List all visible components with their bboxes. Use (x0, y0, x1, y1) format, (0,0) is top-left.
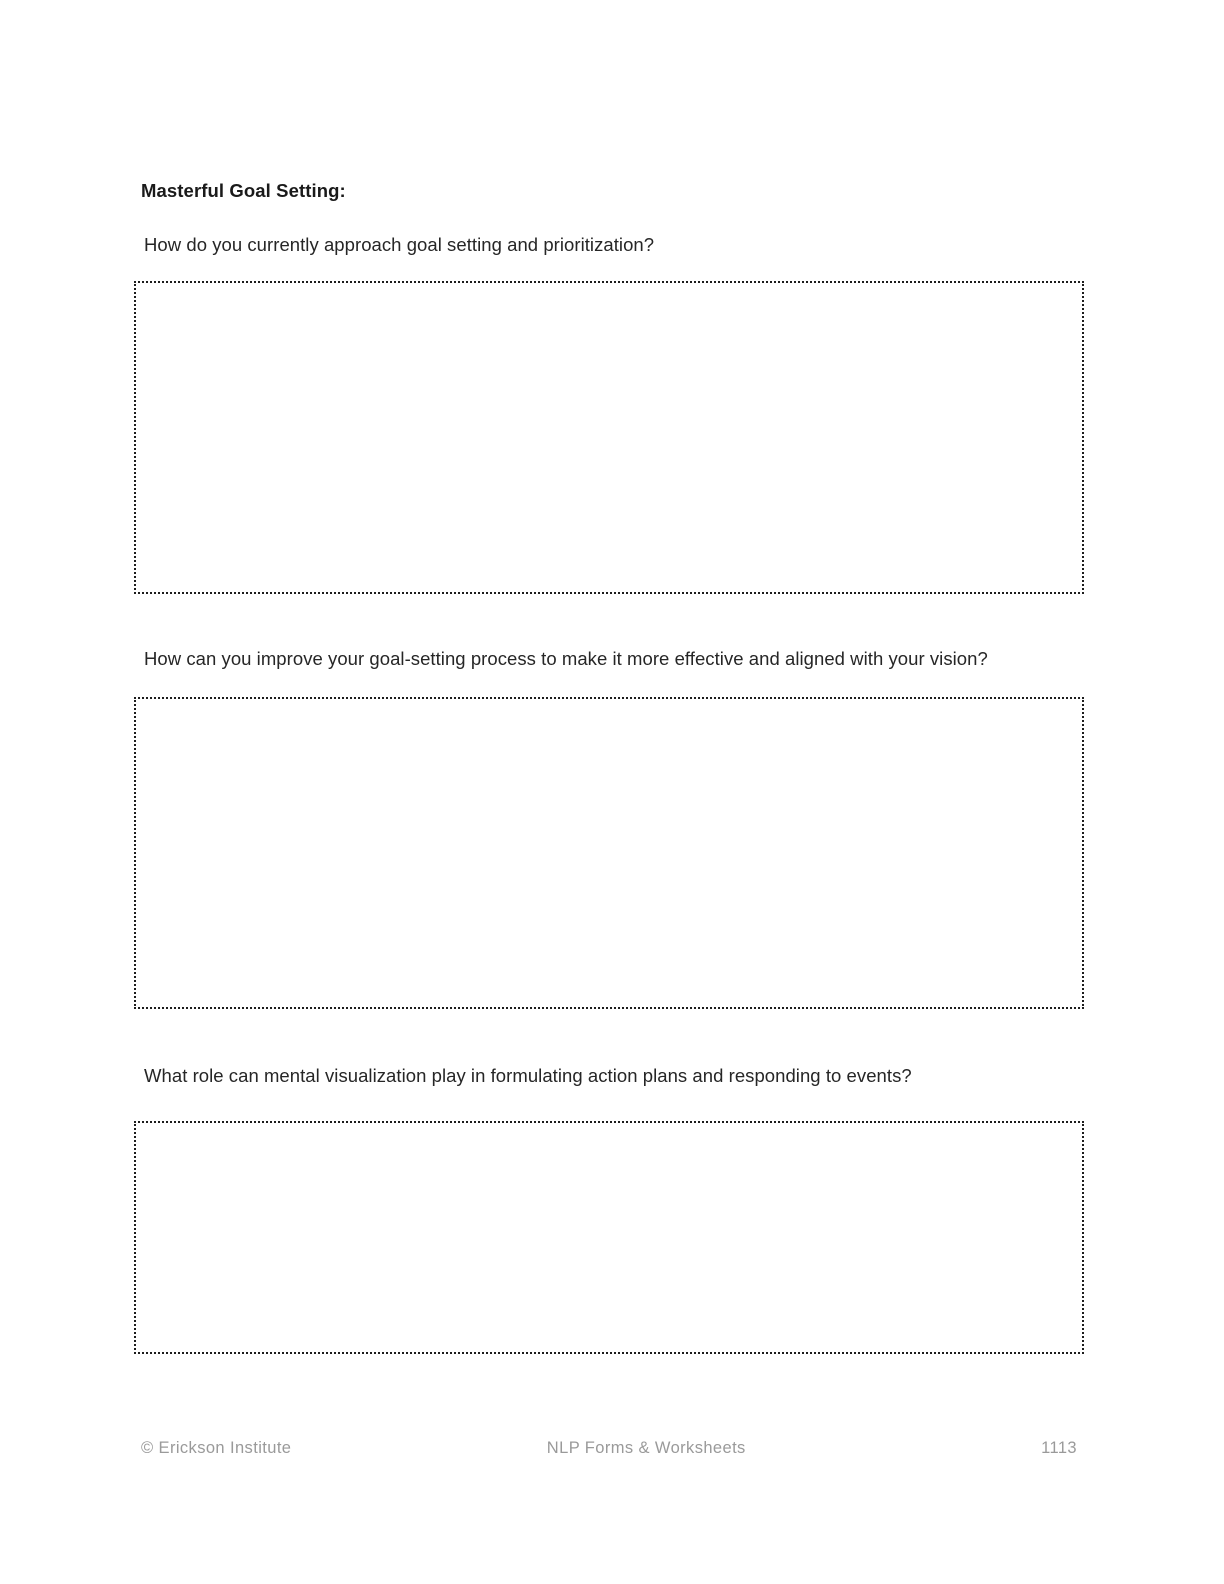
question-2-label: How can you improve your goal-setting process to make it more effective and aligned with your vision? (144, 648, 988, 669)
question-1-label: How do you currently approach goal setting and prioritization? (144, 234, 655, 255)
question-3-label: What role can mental visualization play in formulating action plans and responding to events? (144, 1065, 912, 1086)
answer-field-1[interactable] (134, 281, 1084, 594)
footer-title: NLP Forms & Worksheets (546, 1438, 746, 1457)
footer-copyright: © Erickson Institute (141, 1438, 292, 1457)
footer-page-number: 1113 (1041, 1438, 1077, 1457)
answer-field-3[interactable] (134, 1121, 1084, 1354)
question-3-wrapper (144, 1064, 912, 1089)
section-heading-wrapper (141, 180, 346, 202)
answer-field-2[interactable] (134, 697, 1084, 1009)
page-title: Masterful Goal Setting: (141, 180, 346, 201)
page-footer (141, 1436, 1077, 1460)
question-2-wrapper (144, 647, 988, 672)
question-1-wrapper (144, 233, 654, 258)
